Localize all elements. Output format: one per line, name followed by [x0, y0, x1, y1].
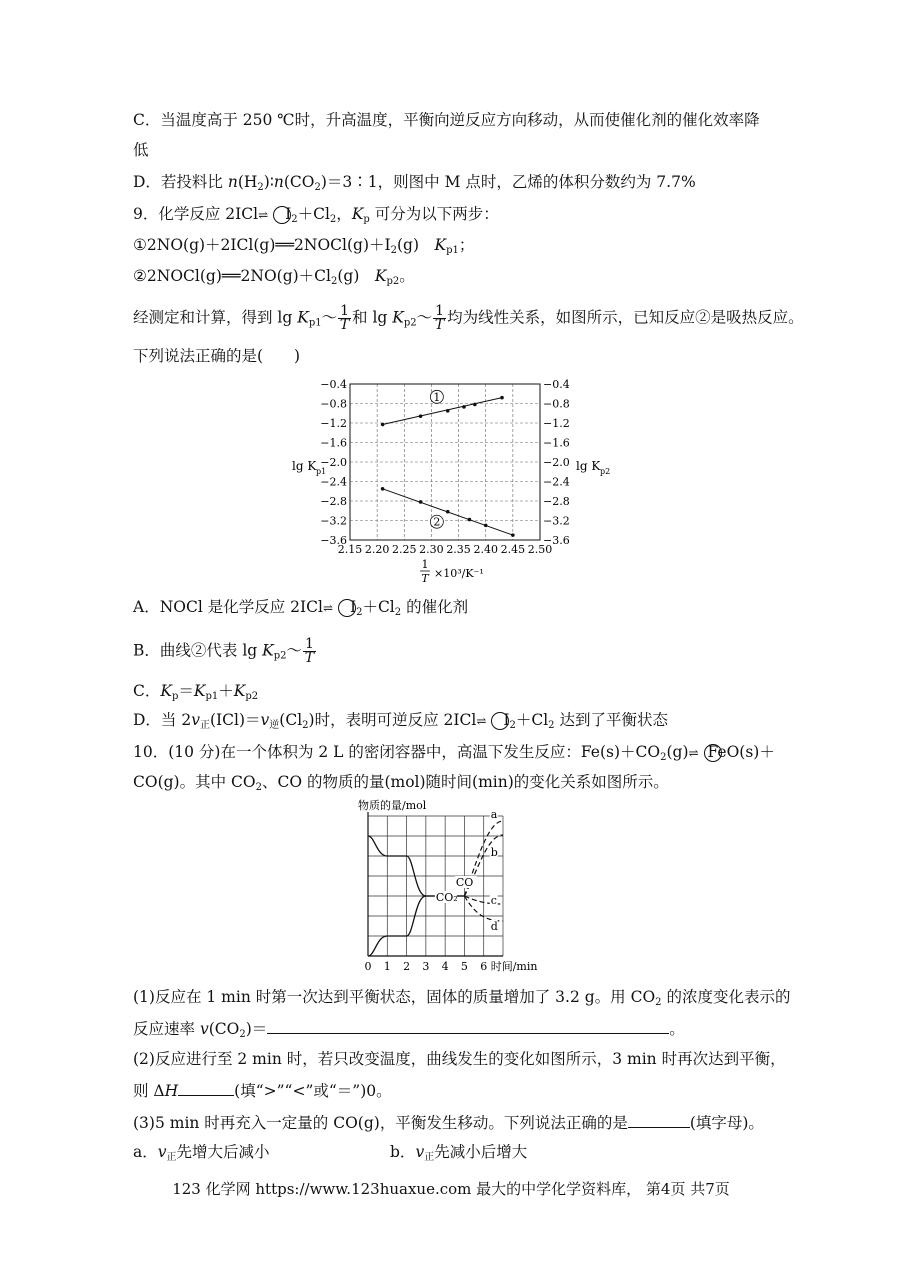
question-10-option-b: b．$v_正$先减小后增大: [390, 1143, 528, 1163]
y-tick-label: −2.4: [320, 475, 347, 489]
answer-blank[interactable]: [178, 1079, 234, 1096]
annotation-label: CO₂: [435, 891, 458, 904]
y-tick-label: −0.8: [320, 397, 347, 411]
x-tick-label: 2.15: [337, 543, 363, 556]
question-9-option-b: B．曲线②代表 $\lg K_{p2}\sim$ $\frac{1}{T}$: [133, 636, 315, 666]
data-point: [462, 405, 466, 409]
question-9-step2: $②2NOCl(g)══2NO(g)+Cl_2(g)$ $K_{p2}$。: [133, 267, 415, 287]
x-tick-label: 2.50: [527, 543, 553, 556]
series-label: 1: [433, 390, 441, 404]
x-tick-label: 2.45: [500, 543, 526, 556]
data-point: [500, 396, 504, 400]
series-line: [368, 896, 464, 956]
x-tick-label: 6: [480, 960, 488, 973]
y-tick-label-right: −0.4: [543, 378, 570, 391]
x-tick-label: 2.25: [392, 543, 417, 556]
x-tick-label: 2.35: [446, 543, 471, 556]
option-c-cont: 低: [133, 141, 149, 159]
question-9-step1: $①2NO(g)+2ICl(g)══2NOCl(g)+I_2(g)$ $K_{p1}$；: [133, 236, 475, 256]
x-axis-fraction-numerator: 1: [421, 558, 429, 571]
option-c: C．当温度高于 250 ℃时，升高温度，平衡向逆反应方向移动，从而使催化剂的催化效率降: [133, 111, 760, 129]
data-point: [381, 423, 385, 427]
question-10-part-1: (1)反应在 1 min 时第一次达到平衡状态，固体的质量增加了 3.2 g。用 $CO_2$ 的浓度变化表示的: [133, 988, 791, 1008]
page-footer: 123 化学网 https://www.123huaxue.com 最大的中学化学资料库， 第4页 共7页: [172, 1180, 730, 1198]
question-10-option-a: a．$v_正$先增大后减小: [133, 1143, 270, 1163]
x-tick-label: 5: [460, 960, 468, 973]
x-tick-label: 2.30: [419, 543, 444, 556]
x-axis-label: 时间/min: [490, 960, 538, 973]
y-tick-label: −2.8: [320, 495, 347, 508]
series-line: [368, 836, 464, 896]
y-axis-label-right-sub: p2: [600, 467, 611, 476]
x-tick-label: 2: [403, 960, 411, 973]
data-point: [419, 500, 423, 504]
y-tick-label: −1.2: [320, 417, 347, 430]
series-label: 2: [433, 515, 441, 529]
data-point: [484, 524, 488, 528]
annotation-label: b: [490, 846, 498, 859]
data-point: [468, 518, 472, 522]
y-tick-label: −3.2: [320, 514, 347, 528]
y-tick-label: −2.0: [320, 456, 347, 469]
y-tick-label-right: −1.2: [543, 417, 570, 430]
y-axis-label-left: lg K: [292, 459, 317, 473]
question-9-ask: 下列说法正确的是( ): [133, 347, 301, 365]
question-10-part-1-cont: 反应速率 $v(CO_2)=$ 。: [133, 1017, 685, 1046]
x-tick-label: 3: [422, 960, 430, 973]
annotation-label: CO: [455, 876, 474, 889]
x-tick-label: 4: [441, 960, 449, 973]
y-tick-label: −0.4: [320, 378, 347, 391]
data-point: [473, 403, 477, 407]
x-tick-label: 2.40: [473, 543, 498, 556]
data-point: [419, 414, 423, 418]
data-point: [446, 510, 450, 514]
y-axis-label: 物质的量/mol: [358, 799, 427, 812]
data-point: [381, 487, 385, 491]
x-axis-label: ×10³/K⁻¹: [434, 567, 484, 580]
annotation-label: d: [490, 920, 498, 933]
annotation-label: c: [490, 894, 497, 907]
y-tick-label-right: −2.4: [543, 475, 570, 489]
series-line: [383, 398, 502, 425]
y-tick-label: −1.6: [320, 436, 347, 450]
option-d: D．若投料比 $n(H_2)∶n(CO_2)=3∶1$，则图中 M 点时，乙烯的体积分数约为 7.7%: [133, 173, 696, 193]
question-10-part-2: (2)反应进行至 2 min 时，若只改变温度，曲线发生的变化如图所示，3 min 时再次达到平衡，: [133, 1050, 786, 1068]
y-tick-label-right: −1.6: [543, 436, 570, 450]
question-10-part-3: (3)5 min 时再充入一定量的 CO(g)，平衡发生移动。下列说法正确的是 (填字母)。: [133, 1111, 764, 1134]
y-axis-label-right: lg K: [576, 459, 601, 473]
reversible-arrow-icon: ⇌: [258, 208, 269, 222]
answer-blank[interactable]: [267, 1017, 669, 1034]
x-tick-label: 2.20: [364, 543, 390, 556]
y-tick-label: −3.6: [320, 534, 347, 547]
y-tick-label-right: −0.8: [543, 397, 570, 411]
x-tick-label: 1: [383, 960, 391, 973]
data-point: [446, 409, 450, 413]
question-10-part-2-cont: 则 ΔH (填“>”“<”或“＝”)0。: [133, 1079, 392, 1102]
question-9-description: 经测定和计算，得到 $\lg K_{p1}\sim$ $\frac{1}{T}$ 和 $\lg K_{p2}\sim$ $\frac{1}{T}$ 均为线性关系，如图所示，已知反应②是吸热反应。: [133, 303, 804, 333]
question-10-stem: 10．(10 分)在一个体积为 2 L 的密闭容器中，高温下发生反应：$Fe(s)+CO_2(g)\rightleftharpoons$ FeO(s)＋: [133, 743, 775, 763]
annotation-label: a: [490, 808, 498, 821]
question-10-stem-cont: CO(g)。其中 $CO_2$、CO 的物质的量(mol)随时间(min)的变化关系如图所示。: [133, 773, 669, 793]
question-9-option-d: D．当 $2v_正(ICl)=v_逆(Cl_2)$时，表明可逆反应 2ICl⇌ $I_2+Cl_2$ 达到了平衡状态: [133, 711, 668, 731]
y-axis-label-left-sub: p1: [316, 467, 327, 476]
lgk-vs-inverse-t-chart: [290, 374, 620, 584]
x-tick-label: 0: [364, 960, 372, 973]
x-axis-fraction-denominator: T: [421, 572, 429, 584]
y-tick-label-right: −3.6: [543, 534, 570, 547]
question-9-option-c: C．$K_p=K_{p1}+K_{p2}$: [133, 682, 259, 702]
data-point: [511, 533, 515, 537]
y-tick-label-right: −2.0: [543, 456, 570, 469]
amount-vs-time-chart: [348, 798, 558, 978]
question-9-stem: 9．化学反应 2ICl⇌ $I_2+Cl_2$，$K_p$ 可分为以下两步：: [133, 205, 499, 225]
answer-blank[interactable]: [628, 1111, 690, 1128]
y-tick-label-right: −2.8: [543, 495, 570, 508]
y-tick-label-right: −3.2: [543, 514, 570, 528]
question-9-option-a: A．NOCl 是化学反应 2ICl⇌ $I_2+Cl_2$ 的催化剂: [133, 598, 469, 618]
